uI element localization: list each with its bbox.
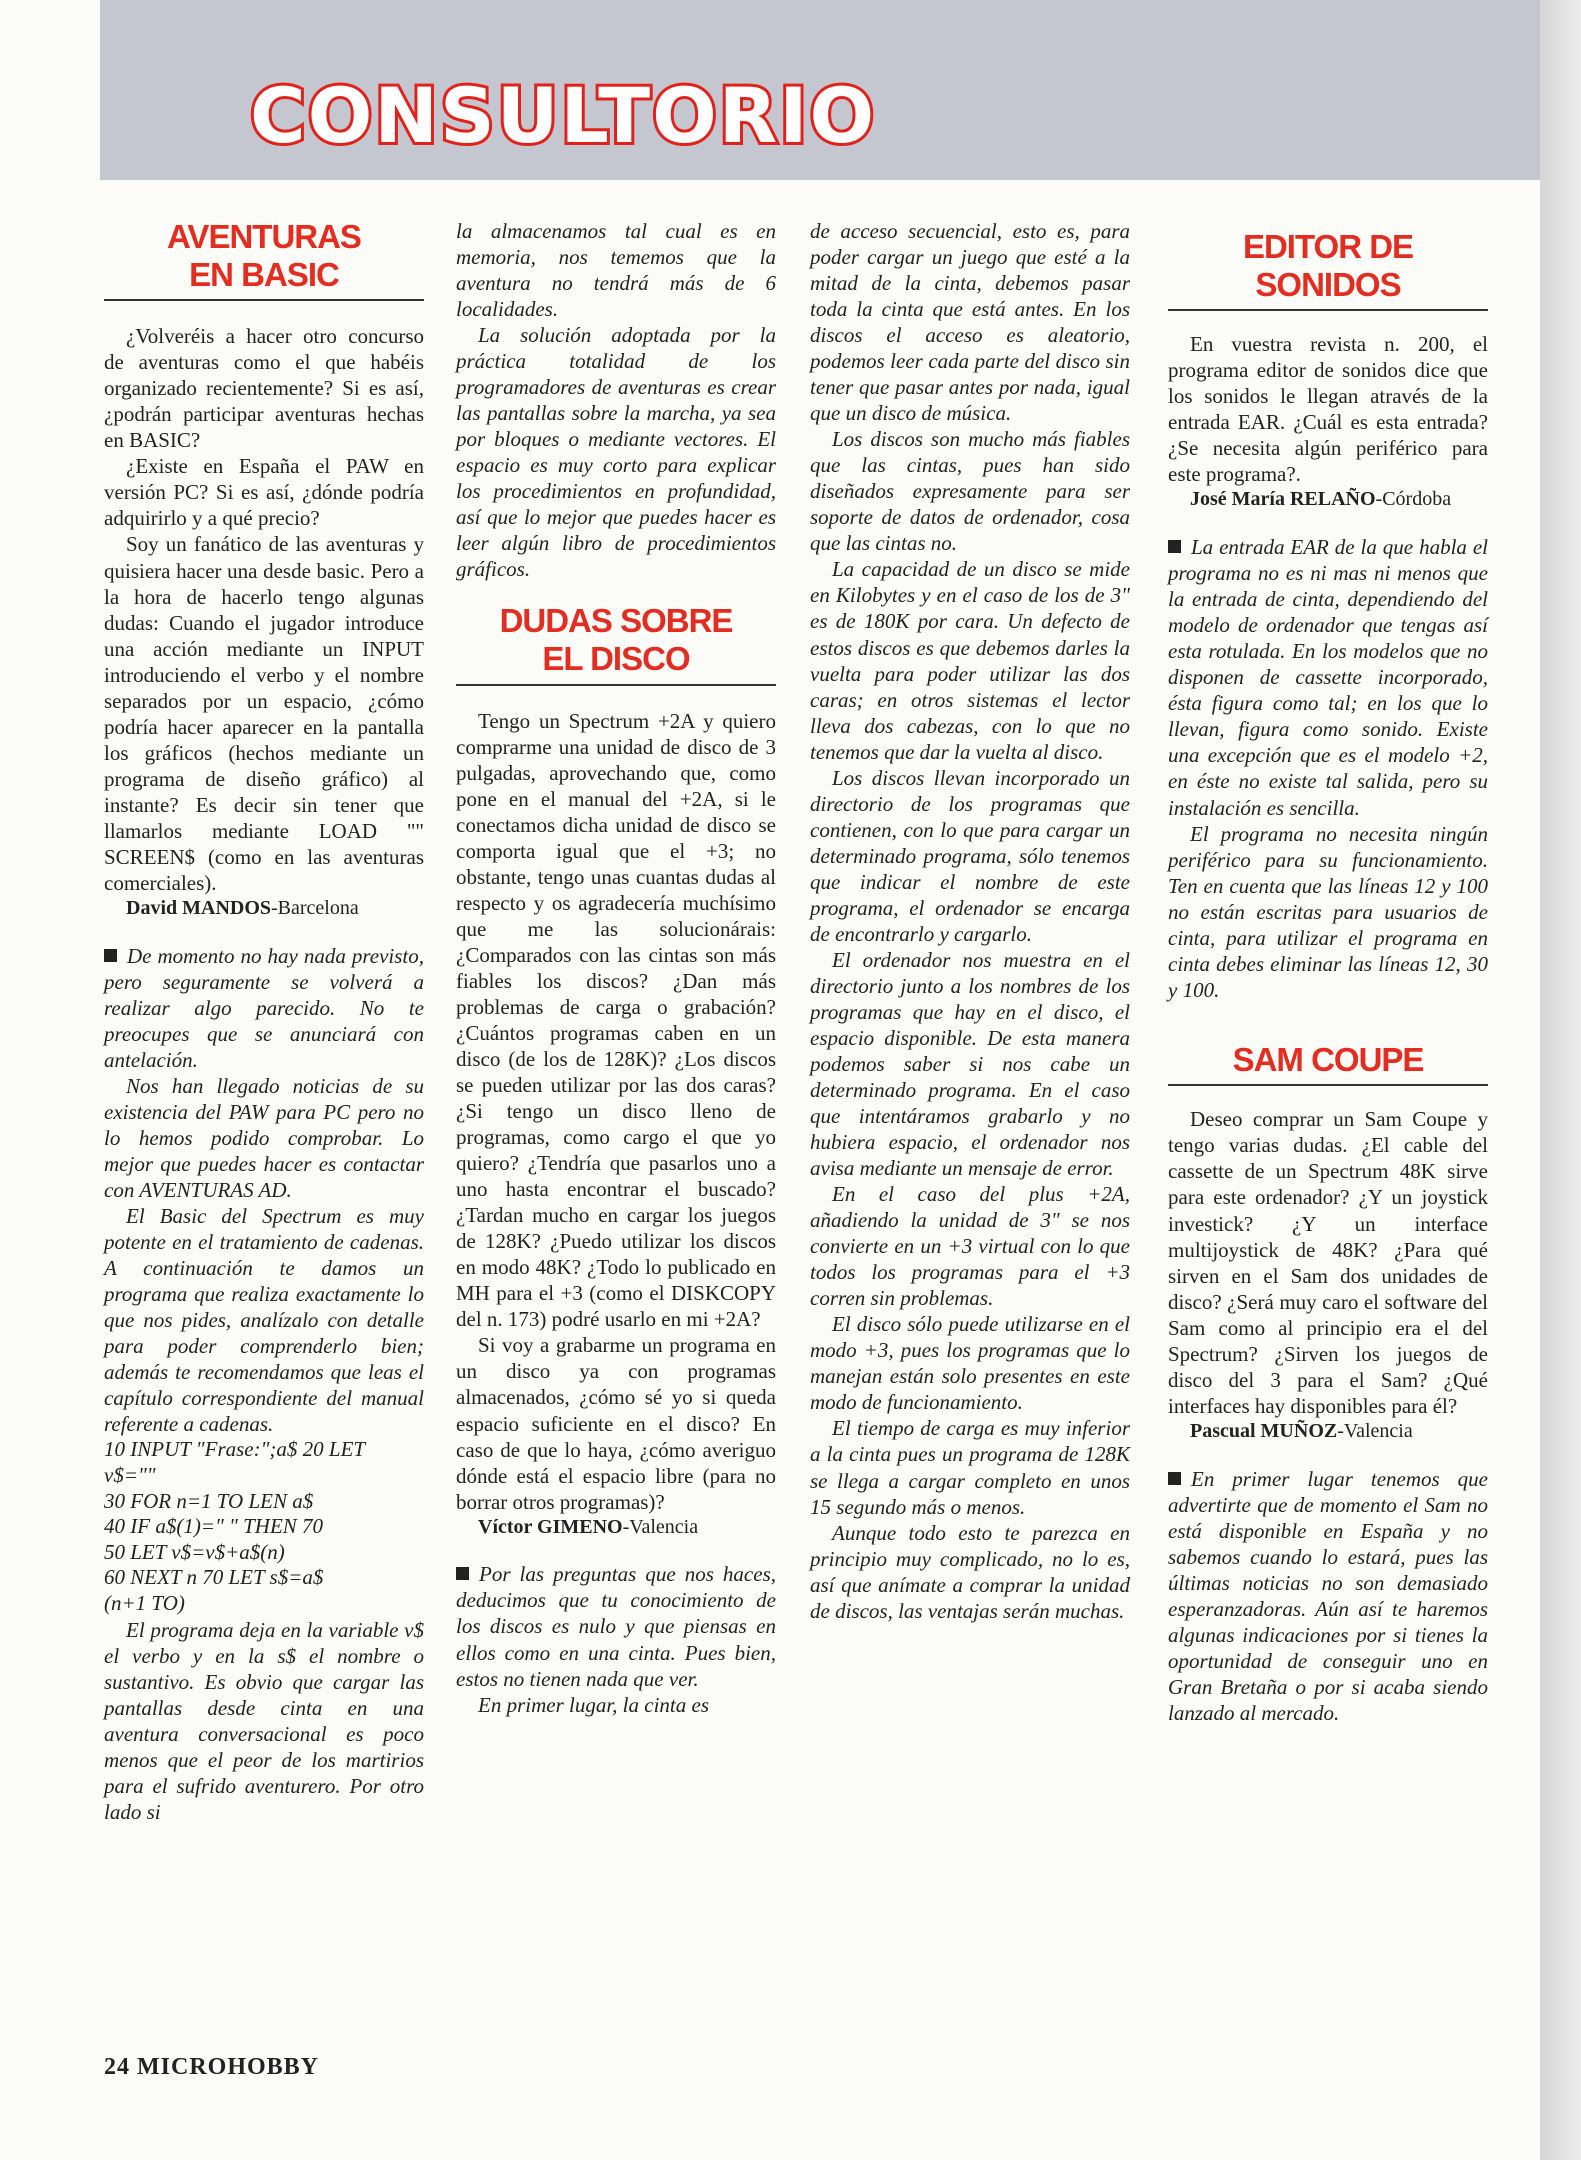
- signature: [456, 1515, 776, 1540]
- answer-marker-icon: [104, 949, 117, 962]
- answer-paragraph: Los discos son mucho más fiables que las cintas, pues han sido diseñados expresamente para ser soporte de datos de ordenador, cosa que las cintas no.: [810, 427, 1130, 556]
- heading-line: DUDAS SOBRE: [499, 602, 733, 640]
- signature-name: José María RELAÑO: [1190, 488, 1376, 511]
- answer-paragraph: [1168, 1466, 1488, 1726]
- signature: [1168, 487, 1488, 512]
- code-line: 50 LET v$=v$+a$(n): [104, 1539, 285, 1564]
- code-line: 60 NEXT n 70 LET s$=a$: [104, 1565, 324, 1590]
- answer-paragraph: [104, 943, 424, 1073]
- heading-line: EL DISCO: [542, 640, 690, 678]
- question-paragraph: Soy un fanático de las aventuras y quisiera hacer una desde basic. Pero a la hora de hacerlo tengo algunas dudas: Cuando el jugador introduce una acción mediante un INPUT introduciendo el verbo y el nombre separados por un espacio, ¿cómo podría hacer aparecer en la pantalla los gráficos (hechos mediante un programa de diseño gráfico) al instante? Es decir sin tener que llamarlos mediante LOAD "" SCREEN$ (como en las aventuras comerciales).: [104, 532, 424, 895]
- column-1: [104, 218, 424, 1825]
- answer-text: Por las preguntas que nos haces, deducimos que tu conocimiento de los discos es nulo y que piensas en ellos como en una cinta. Pues bien, estos no tienen nada que ver.: [456, 1562, 776, 1691]
- question-paragraph: Si voy a grabarme un programa en un disco ya con programas almacenados, ¿cómo sé yo si queda espacio suficiente en el disco? En caso de que lo haya, ¿cómo averiguo dónde está el espacio libre (para no borrar otros programas)?: [456, 1333, 776, 1514]
- answer-paragraph: El programa deja en la variable v$ el verbo y en la s$ el nombre o sustantivo. Es obvio que cargar las pantallas desde cinta en una aventura conversacional es poco menos que el peor de los martirios para el sufrido aventurero. Por otro lado si: [104, 1617, 424, 1824]
- page-edge: [1540, 0, 1581, 2160]
- question-paragraph: Tengo un Spectrum +2A y quiero comprarme una unidad de disco de 3 pulgadas, aprovechando que, como pone en el manual del +2A, si le conectamos dicha unidad de disco se comporta igual que el +3; no obstante, tengo unas cuantas dudas al respecto y os agradecería muchísimo que me las solucionárais: ¿Comparados con las cintas son más fiables los discos? ¿Dan más problemas de carga o grabación? ¿Cuántos programas caben en un disco (de los de 128K)? ¿Los discos se pueden utilizar por las dos caras? ¿Si tengo un disco lleno de programas, como cargo el que yo quiero? ¿Tendría que pasarlos uno a uno hasta encontrar el buscado? ¿Tardan mucho en cargar los juegos de 128K? ¿Puedo utilizar los discos en modo 48K? ¿Todo lo publicado en MH para el +3 (como el DISKCOPY del n. 173) podré usarlo en mi +2A?: [456, 708, 776, 1332]
- page-footer: 24 MICROHOBBY: [104, 2054, 320, 2080]
- answer-paragraph: Los discos llevan incorporado un directorio de los programas que contienen, con lo que para cargar un determinado programa, sólo tenemos que indicar el nombre de este programa, el ordenador se encarga de encontrarlo y cargarlo.: [810, 765, 1130, 946]
- signature-name: David MANDOS: [126, 896, 272, 919]
- answer-marker-icon: [456, 1567, 469, 1580]
- column-4: [1168, 218, 1488, 1726]
- answer-paragraph: La solución adoptada por la práctica totalidad de los programadores de aventuras es crear las pantallas sobre la marcha, ya sea por bloques o mediante vectores. El espacio es muy corto para explicar los procedimientos en profundidad, así que lo mejor que puedes hacer es leer algún libro de procedimientos gráficos.: [456, 323, 776, 582]
- basic-listing: [104, 1437, 424, 1616]
- signature: [104, 896, 424, 921]
- signature-place: -Valencia: [1337, 1419, 1413, 1442]
- heading-line: AVENTURAS: [167, 218, 361, 255]
- heading-line: EN BASIC: [189, 255, 339, 293]
- column-3: [810, 218, 1130, 1624]
- code-line: 30 FOR n=1 TO LEN a$: [104, 1488, 314, 1513]
- heading-sam-coupe: SAM COUPE: [1168, 1031, 1488, 1087]
- signature: [1168, 1419, 1488, 1444]
- answer-paragraph: [456, 1561, 776, 1691]
- section-logo: CONSULTORIO: [250, 71, 877, 160]
- answer-text: De momento no hay nada previsto, pero seguramente se volverá a realizar algo parecido. No te preocupes que se anunciará con antelación.: [104, 943, 424, 1072]
- question-paragraph: En vuestra revista n. 200, el programa editor de sonidos dice que los sonidos le llegan através de la entrada EAR. ¿Cuál es esta entrada? ¿Se necesita algún periférico para este programa?.: [1168, 332, 1488, 487]
- code-line: 40 IF a$(1)=" " THEN 70: [104, 1514, 324, 1539]
- answer-text: La entrada EAR de la que habla el programa no es ni mas ni menos que la entrada de cinta, dependiendo del modelo de ordenador que tengas así esta rotulada. En los modelos que no disponen de cassette incorporado, ésta figura como tal; en los que lo llevan, figura como sonido. Existe una excepción que es el modelo +2, en éste no existe tal salida, pero su instalación es sencilla.: [1168, 535, 1488, 820]
- answer-paragraph: El tiempo de carga es muy inferior a la cinta pues un programa de 128K se llega a cargar completo en unos 15 segundo más o menos.: [810, 1416, 1130, 1519]
- answer-paragraph: El disco sólo puede utilizarse en el modo +3, pues los programas que lo manejan están solo presentes en este modo de funcionamiento.: [810, 1312, 1130, 1415]
- heading-editor-sonidos: EDITOR DE SONIDOS: [1168, 218, 1488, 311]
- signature-place: -Valencia: [622, 1515, 699, 1538]
- answer-marker-icon: [1168, 540, 1181, 553]
- answer-paragraph: [1168, 534, 1488, 820]
- code-line: 10 INPUT "Frase:";a$ 20 LET: [104, 1437, 366, 1462]
- answer-paragraph: Nos han llegado noticias de su existencia del PAW para PC pero no lo hemos podido comprobar. Lo mejor que puedes hacer es contactar con AVENTURAS AD.: [104, 1073, 424, 1202]
- answer-paragraph: La capacidad de un disco se mide en Kilobytes y en el caso de los de 3" es de 180K por cara. Un defecto de estos discos es que debemos darles la vuelta para poder utilizar las dos caras; en otros sistemas el lector lleva dos cabezas, con lo que no tenemos que dar la vuelta al disco.: [810, 557, 1130, 764]
- question-paragraph: Deseo comprar un Sam Coupe y tengo varias dudas. ¿El cable del cassette de un Spectrum 48K sirve para este ordenador? ¿Y un joystick investick? ¿Y un interface multijoystick de 48K? ¿Para qué sirven en el Sam dos unidades de disco? ¿Será muy caro el software del Sam como al principio era el del Spectrum? ¿Sirven los juegos de disco del 3 para el Sam? ¿Qué interfaces hay disponibles para él?: [1168, 1107, 1488, 1418]
- heading-aventuras: [104, 218, 424, 301]
- header-band: [100, 0, 1540, 180]
- answer-paragraph: El programa no necesita ningún periférico para su funcionamiento. Ten en cuenta que las líneas 12 y 100 no están escritas para usuarios de cinta, para utilizar el programa en cinta debes eliminar las líneas 12, 30 y 100.: [1168, 821, 1488, 1002]
- answer-paragraph: El Basic del Spectrum es muy potente en el tratamiento de cadenas. A continuación te damos un programa que realiza exactamente lo que nos pides, analízalo con detalle para poder comprenderlo bien; además te recomendamos que leas el capítulo correspondiente del manual referente a cadenas.: [104, 1204, 424, 1437]
- signature-place: -Córdoba: [1375, 488, 1452, 511]
- code-line: (n+1 TO): [104, 1590, 185, 1615]
- answer-paragraph: de acceso secuencial, esto es, para poder cargar un juego que esté a la mitad de la cinta, debemos pasar toda la cinta que está antes. En los discos el acceso es aleatorio, podemos leer cada parte del disco sin tener que pasar antes por nada, igual que un disco de música.: [810, 219, 1130, 426]
- answer-paragraph: En el caso del plus +2A, añadiendo la unidad de 3" se nos convierte en un +3 virtual con lo que todos los programas para el +3 corren sin problemas.: [810, 1182, 1130, 1311]
- answer-paragraph: la almacenamos tal cual es en memoria, nos tememos que la aventura no tendrá más de 6 localidades.: [456, 219, 776, 322]
- answer-paragraph: Aunque todo esto te parezca en principio muy complicado, no lo es, así que anímate a comprar la unidad de discos, las ventajas serán muchas.: [810, 1520, 1130, 1623]
- question-paragraph: ¿Existe en España el PAW en versión PC? Si es así, ¿dónde podría adquirirlo y a qué precio?: [104, 454, 424, 531]
- signature-name: Pascual MUÑOZ: [1190, 1419, 1338, 1442]
- column-2: [456, 218, 776, 1718]
- answer-paragraph: En primer lugar, la cinta es: [478, 1692, 709, 1717]
- answer-marker-icon: [1168, 1472, 1181, 1485]
- signature-name: Víctor GIMENO: [478, 1515, 623, 1538]
- signature-place: -Barcelona: [271, 896, 359, 919]
- heading-disco: [456, 602, 776, 685]
- code-line: v$="": [104, 1462, 156, 1487]
- question-paragraph: ¿Volveréis a hacer otro concurso de aventuras como el que habéis organizado recientemente? Si es así, ¿podrán participar aventuras hechas en BASIC?: [104, 324, 424, 453]
- answer-text: En primer lugar tenemos que advertirte que de momento el Sam no está disponible en España y no sabemos cuando lo estará, pues las últimas noticias no son demasiado esperanzadoras. Aún así te haremos algunas indicaciones por si tienes la oportunidad de conseguir uno en Gran Bretaña o por si acaba siendo lanzado al mercado.: [1168, 1466, 1488, 1725]
- answer-paragraph: El ordenador nos muestra en el directorio junto a los nombres de los programas que hay en el disco, el espacio disponible. De esta manera podemos saber si nos cabe un determinado programa. En el caso que intentáramos grabarlo y no hubiera espacio, el ordenador nos avisa mediante un mensaje de error.: [810, 947, 1130, 1181]
